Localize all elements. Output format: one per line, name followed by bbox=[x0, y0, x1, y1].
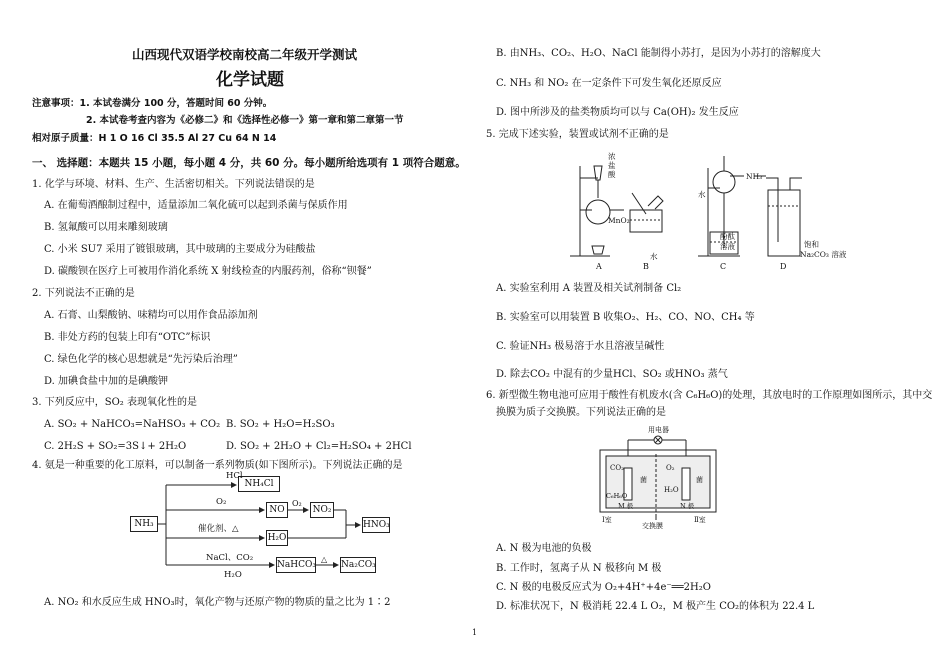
label-heat: △ bbox=[321, 555, 328, 564]
page-number: 1 bbox=[472, 628, 478, 637]
q6-battery-figure bbox=[598, 424, 728, 532]
node-nh4cl: NH₄Cl bbox=[238, 476, 280, 492]
q1-option-c: C. 小米 SU7 采用了镀银玻璃，其中玻璃的主要成分为硅酸盐 bbox=[44, 244, 316, 255]
q4-flow-diagram bbox=[128, 470, 388, 585]
notes-line-1: 注意事项：1. 本试卷满分 100 分，答题时间 60 分钟。 bbox=[32, 98, 273, 109]
q5-caption-d: D bbox=[780, 262, 787, 271]
q6-label-c6h6o: C₆H₆O bbox=[606, 492, 628, 500]
q6-label-n-electrode: N 极 bbox=[680, 502, 695, 510]
q5-label-water-c: 水 bbox=[698, 190, 706, 199]
q6-label-room-1: Ⅰ室 bbox=[602, 516, 612, 524]
q4-stem: 4. 氨是一种重要的化工原料，可以制备一系列物质(如下图所示)。下列说法正确的是 bbox=[32, 460, 403, 471]
q5-caption-a: A bbox=[596, 262, 602, 271]
q6-label-room-2: Ⅱ室 bbox=[694, 516, 706, 524]
label-h2o: H₂O bbox=[224, 570, 242, 580]
q6-label-membrane: 交换膜 bbox=[642, 522, 663, 530]
q4-option-a: A. NO₂ 和水反应生成 HNO₃时，氧化产物与还原产物的物质的量之比为 1∶2 bbox=[44, 597, 391, 608]
q5-caption-c: C bbox=[720, 262, 727, 271]
q1-stem: 1. 化学与环境、材料、生产、生活密切相关。下列说法错误的是 bbox=[32, 179, 315, 190]
q3-option-d: D. SO₂ + 2H₂O + Cl₂=H₂SO₄ + 2HCl bbox=[226, 441, 412, 452]
label-nacl-co2: NaCl、CO₂ bbox=[206, 553, 254, 563]
q6-label-device: 用电器 bbox=[648, 426, 669, 434]
node-hno3: HNO₃ bbox=[362, 517, 390, 533]
q5-label-yan: 盐 bbox=[608, 161, 616, 170]
q5-label-water-b: 水 bbox=[650, 252, 658, 261]
q5-label-nong: 浓 bbox=[608, 152, 616, 161]
q4-option-b: B. 由NH₃、CO₂、H₂O、NaCl 能制得小苏打，是因为小苏打的溶解度大 bbox=[496, 48, 821, 59]
label-o2: O₂ bbox=[216, 497, 227, 507]
q2-option-b: B. 非处方药的包装上印有“OTC”标识 bbox=[44, 332, 211, 343]
q3-option-c: C. 2H₂S + SO₂=3S↓+ 2H₂O bbox=[44, 441, 187, 452]
q5-option-d: D. 除去CO₂ 中混有的少量HCl、SO₂ 或HNO₃ 蒸气 bbox=[496, 369, 728, 380]
node-nh3: NH₃ bbox=[130, 516, 158, 532]
label-o2-2: O₂ bbox=[292, 499, 302, 508]
q5-label-phenol: 酚酞 bbox=[720, 232, 735, 241]
subject-title: 化学试题 bbox=[216, 70, 284, 90]
q6-label-h2o: H₂O bbox=[664, 486, 679, 494]
q6-option-a: A. N 极为电池的负极 bbox=[496, 543, 592, 554]
q5-label-nh3: NH₃ bbox=[746, 172, 763, 181]
q4-option-c: C. NH₃ 和 NO₂ 在一定条件下可发生氧化还原反应 bbox=[496, 78, 722, 89]
q5-label-suan: 酸 bbox=[608, 170, 616, 179]
q3-option-a: A. SO₂ + NaHCO₃=NaHSO₃ + CO₂ bbox=[44, 419, 221, 430]
q6-option-d: D. 标准状况下，N 极消耗 22.4 L O₂，M 极产生 CO₂的体积为 22.4 L bbox=[496, 601, 815, 612]
q5-stem: 5. 完成下述实验，装置或试剂不正确的是 bbox=[486, 129, 669, 140]
q2-stem: 2. 下列说法不正确的是 bbox=[32, 288, 135, 299]
q1-option-a: A. 在葡萄酒酿制过程中，适量添加二氧化硫可以起到杀菌与保质作用 bbox=[44, 200, 348, 211]
q5-label-solution: 溶液 bbox=[720, 242, 735, 251]
q5-label-na2co3: Na₂CO₃ 溶液 bbox=[800, 250, 847, 259]
q6-label-m-electrode: M 极 bbox=[618, 502, 634, 510]
q6-label-bacteria-1: 菌 bbox=[640, 476, 647, 484]
q6-stem-line-1: 6. 新型微生物电池可应用于酸性有机废水(含 C₆H₆O)的处理，其放电时的工作原理如图所示，其中交 bbox=[486, 390, 933, 401]
q5-label-saturated: 饱和 bbox=[804, 240, 819, 249]
q5-option-a: A. 实验室利用 A 装置及相关试剂制备 Cl₂ bbox=[496, 283, 682, 294]
q5-option-c: C. 验证NH₃ 极易溶于水且溶液呈碱性 bbox=[496, 341, 665, 352]
school-title: 山西现代双语学校南校高二年级开学测试 bbox=[132, 47, 358, 62]
node-nahco3: NaHCO₃ bbox=[276, 557, 316, 573]
q2-option-d: D. 加碘食盐中加的是碘酸钾 bbox=[44, 376, 169, 387]
section-1-heading: 一、 选择题：本题共 15 小题，每小题 4 分，共 60 分。每小题所给选项有 1 项符合题意。 bbox=[32, 157, 466, 169]
node-no: NO bbox=[266, 502, 288, 518]
q6-battery-drawing bbox=[598, 424, 728, 532]
q6-label-bacteria-2: 菌 bbox=[696, 476, 703, 484]
label-hcl: HCl bbox=[226, 471, 243, 481]
q3-option-b: B. SO₂ + H₂O=H₂SO₃ bbox=[226, 419, 335, 430]
q2-option-c: C. 绿色化学的核心思想就是“先污染后治理” bbox=[44, 354, 238, 365]
q1-option-d: D. 碳酸钡在医疗上可被用作消化系统 X 射线检查的内服药剂，俗称“钡餐” bbox=[44, 266, 372, 277]
q4-option-d: D. 图中所涉及的盐类物质均可以与 Ca(OH)₂ 发生反应 bbox=[496, 107, 739, 118]
label-catalyst: 催化剂、△ bbox=[198, 524, 239, 534]
q6-stem-line-2: 换膜为质子交换膜。下列说法正确的是 bbox=[496, 407, 666, 418]
q6-label-co2: CO₂ bbox=[610, 464, 624, 472]
q5-label-mno2: MnO₂ bbox=[608, 216, 630, 225]
node-no2: NO₂ bbox=[310, 502, 334, 518]
node-na2co3: Na₂CO₃ bbox=[340, 557, 376, 573]
q6-option-b: B. 工作时，氢离子从 N 极移向 M 极 bbox=[496, 563, 662, 574]
node-h2o: H₂O bbox=[266, 530, 288, 546]
q1-option-b: B. 氢氟酸可以用来雕刻玻璃 bbox=[44, 222, 168, 233]
q5-option-b: B. 实验室可以用装置 B 收集O₂、H₂、CO、NO、CH₄ 等 bbox=[496, 312, 755, 323]
notes-line-2: 2. 本试卷考查内容为《必修二》和《选择性必修一》第一章和第二章第一节 bbox=[86, 115, 404, 126]
q6-label-o2: O₂ bbox=[666, 464, 675, 472]
q3-stem: 3. 下列反应中，SO₂ 表现氧化性的是 bbox=[32, 397, 197, 408]
q5-caption-b: B bbox=[643, 262, 649, 271]
q2-option-a: A. 石膏、山梨酸钠、味精均可以用作食品添加剂 bbox=[44, 310, 258, 321]
q5-apparatus-figure bbox=[568, 148, 848, 274]
q6-option-c: C. N 极的电极反应式为 O₂+4H⁺+4e⁻══2H₂O bbox=[496, 582, 711, 593]
atomic-mass: 相对原子质量：H 1 O 16 Cl 35.5 Al 27 Cu 64 N 14 bbox=[32, 133, 277, 144]
